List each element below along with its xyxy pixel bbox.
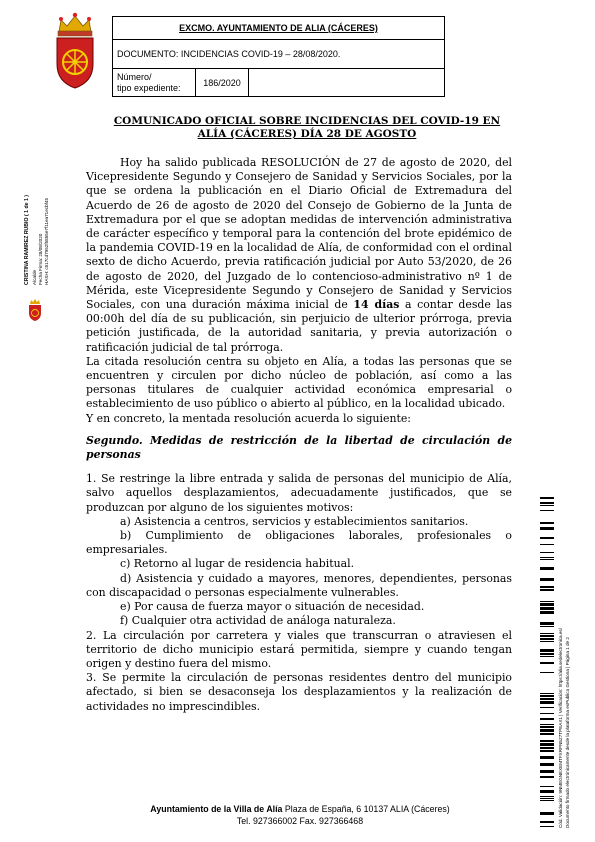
footer-contact: Tel. 927366002 Fax. 927366468	[236, 816, 364, 826]
paragraph-2: La citada resolución centra su objeto en Alía, a todas las personas que se encuentren y circulen por dicho núcleo de población, así como a las personas titulares de cualquier actividad económica empresarial o establecimiento de uso público o abierto al público, en la localidad ubicado.	[86, 354, 512, 411]
item-1: 1. Se restringe la libre entrada y salida de personas del municipio de Alía, salvo aquellos desplazamientos, adecuadamente justificados, que se produzcan por alguno de los siguientes motivos:	[86, 472, 512, 514]
barcode-bar	[540, 713, 554, 714]
barcode-bar	[540, 724, 554, 725]
header-expediente-row	[113, 69, 444, 96]
barcode-bar	[540, 740, 554, 742]
item-1-d: d) Asistencia y cuidado a mayores, menores, dependientes, personas con discapacidad o personas especialmente vulnerables.	[86, 571, 512, 599]
barcode-bar	[540, 733, 554, 735]
title-line1: COMUNICADO OFICIAL SOBRE INCIDENCIAS DEL COVID-19 EN	[113, 115, 501, 127]
barcode-bar	[540, 601, 554, 602]
barcode-bar	[540, 701, 554, 704]
coat-of-arms-icon	[52, 10, 98, 92]
item-1-e: e) Por causa de fuerza mayor o situación de necesidad.	[120, 600, 425, 614]
footer-address: Plaza de España, 6 10137 ALIA (Cáceres)	[282, 804, 450, 814]
barcode-bar	[540, 559, 554, 560]
barcode-bar	[540, 653, 554, 655]
barcode-bar	[540, 567, 554, 570]
barcode-bar	[540, 698, 554, 700]
barcode-bar	[540, 776, 554, 778]
barcode-bar	[540, 578, 554, 581]
expediente-label-line1: Número/	[117, 71, 152, 82]
barcode-bar	[540, 695, 554, 697]
barcode-bar	[540, 656, 554, 657]
small-coat-of-arms-icon	[28, 298, 42, 322]
barcode-bar	[540, 497, 554, 499]
verification-line1: Cód. Validación: 9NMEGNEXEMTFXRPN5Z7TPEAX1 | Verificación: https://alia.sedelectronica.es/	[558, 628, 563, 828]
barcode-icon	[540, 497, 554, 827]
barcode-bar	[540, 672, 554, 673]
barcode-bar	[540, 800, 554, 801]
footer-line1	[120, 803, 480, 815]
verification-info	[556, 500, 576, 830]
barcode-bar	[540, 790, 554, 793]
barcode-bar	[540, 756, 554, 759]
signature-hash: HASH: c517cd7952f5855e7f11ea71ecbf45	[44, 197, 49, 285]
barcode-bar	[540, 662, 554, 664]
p1-text-b: a contar desde las 00:00h del día de su publicación, sin perjuicio de ulterior prórroga, previa petición justificada, de la autoridad sanitaria, y previa autorización o ratificación judicial de tal prórroga.	[86, 298, 512, 354]
title-line2: ALÍA (CÁCERES) DÍA 28 DE AGOSTO	[197, 128, 417, 140]
barcode-bar	[540, 589, 554, 591]
barcode-bar	[540, 743, 554, 746]
barcode-bar	[540, 505, 554, 506]
header-title: EXCMO. AYUNTAMIENTO DE ALIA (CÁCERES)	[113, 17, 444, 40]
barcode-bar	[540, 649, 554, 652]
barcode-bar	[540, 552, 554, 553]
barcode-bar	[540, 537, 554, 539]
barcode-bar	[540, 635, 554, 637]
signature-name: CRISTINA RAMIREZ RUBIO ( 1 de 1 )	[24, 194, 30, 285]
barcode-bar	[540, 641, 554, 642]
barcode-bar	[540, 786, 554, 787]
paragraph-1	[86, 156, 512, 355]
barcode-bar	[540, 622, 554, 625]
signature-date: Fecha Firma: 28/08/2020	[38, 233, 43, 285]
item-2: 2. La circulación por carretera y viales que transcurran o atraviesen el territorio de dicho municipio estará permitida, siempre y cuando tengan origen y destino fuera del mismo.	[86, 628, 512, 670]
item-1-c: c) Retorno al lugar de residencia habitual.	[120, 557, 355, 571]
barcode-bar	[540, 718, 554, 720]
barcode-bar	[540, 544, 554, 545]
barcode-bar	[540, 522, 554, 524]
barcode-bar	[540, 607, 554, 610]
barcode-bar	[540, 603, 554, 606]
barcode-bar	[540, 763, 554, 766]
barcode-bar	[540, 750, 554, 752]
barcode-bar	[540, 586, 554, 588]
barcode-bar	[540, 796, 554, 797]
barcode-bar	[540, 633, 554, 634]
item-3: 3. Se permite la circulación de personas residentes dentro del municipio afectado, si bien se desaconseja los desplazamientos y la realización de actividades no imprescindibles.	[86, 671, 512, 713]
document-header-table	[112, 16, 445, 97]
barcode-bar	[540, 812, 554, 815]
barcode-bar	[540, 527, 554, 530]
signature-role: Alcalde	[32, 269, 37, 285]
p1-text-a: Hoy ha salido publicada RESOLUCIÓN de 27 de agosto de 2020, del Vicepresidente Segundo y Consejero de Sanidad y Servicios Sociales, por la que se ordena la publicación en el Diario Oficial de Extremadura del Acuerdo de 26 de agosto de 2020 del Consejo de Gobierno de la Junta de Extremadura por el que se adoptan medidas de intervención administrativa de carácter específico y temporal para la contención del brote epidémico de la pandemia COVID-19 en la localidad de Alía, de conformidad con el ordinal sexto de dicho Acuerdo, previa ratificación judicial por Auto 53/2020, de 26 de agosto de 2020, del Juzgado de lo contencioso-administrativo nº 1 de Mérida, este Vicepresidente Segundo y Consejero de Sanidad y Servicios Sociales, con una duración máxima inicial de	[86, 156, 512, 312]
barcode-bar	[540, 557, 554, 558]
barcode-bar	[540, 510, 554, 511]
section-title: Segundo. Medidas de restricción de la libertad de circulación de personas	[86, 433, 512, 462]
barcode-bar	[540, 707, 554, 708]
barcode-bar	[540, 693, 554, 694]
signature-stamp	[18, 150, 68, 320]
item-1-f: f) Cualquier otra actividad de análoga naturaleza.	[120, 614, 396, 628]
barcode-bar	[540, 747, 554, 749]
barcode-bar	[540, 798, 554, 799]
barcode-bar	[540, 626, 554, 627]
document-title	[112, 115, 502, 141]
verification-line2: Documento firmado electrónicamente desde la plataforma esPublico Gestiona | Página 1 de 2	[565, 637, 570, 828]
barcode-bar	[540, 726, 554, 728]
barcode-bar	[540, 729, 554, 732]
barcode-bar	[540, 821, 554, 823]
p1-bold: 14 días	[353, 298, 400, 312]
document-body	[86, 156, 512, 714]
footer-org: Ayuntamiento de la Villa de Alía	[150, 804, 283, 814]
expediente-value: 186/2020	[196, 69, 249, 96]
page-footer	[120, 803, 480, 827]
expediente-label	[113, 69, 196, 96]
barcode-bar	[540, 826, 554, 827]
paragraph-3: Y en concreto, la mentada resolución acuerda lo siguiente:	[86, 411, 411, 425]
barcode-bar	[540, 502, 554, 504]
barcode-bar	[540, 611, 554, 614]
expediente-label-line2: tipo expediente:	[117, 82, 181, 93]
barcode-bar	[540, 638, 554, 640]
signature-block	[20, 150, 49, 320]
barcode-bar	[540, 770, 554, 773]
header-documento: DOCUMENTO: INCIDENCIAS COVID-19 – 28/08/2020.	[113, 40, 444, 69]
item-1-a: a) Asistencia a centros, servicios y establecimientos sanitarios.	[120, 514, 469, 528]
item-1-b: b) Cumplimiento de obligaciones laborales, profesionales o empresariales.	[86, 529, 512, 557]
